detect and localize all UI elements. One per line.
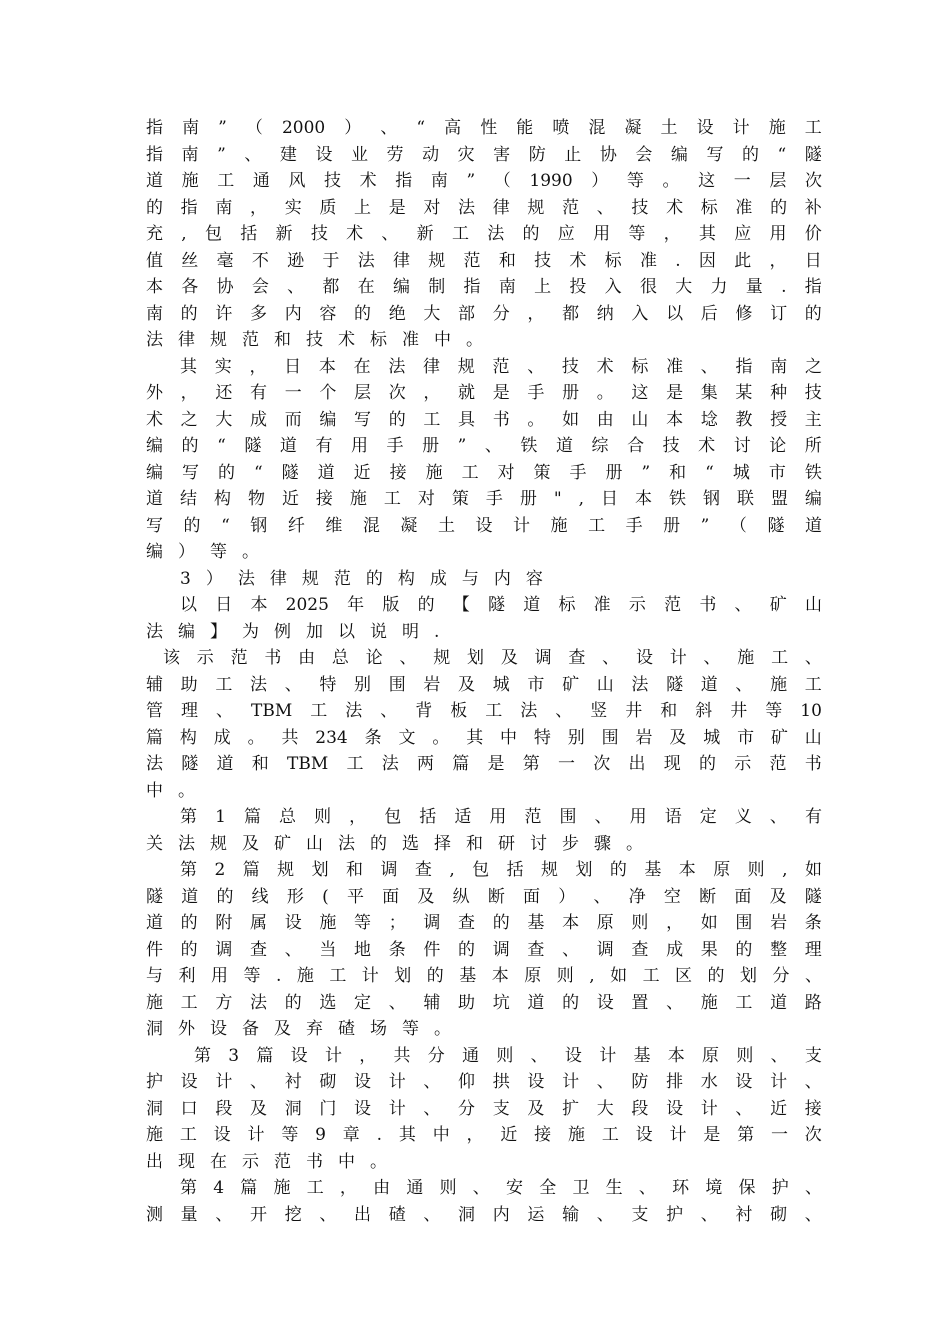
text-line: 护 设 计 、 衬 砌 设 计 、 仰 拱 设 计 、 防 排 水 设 计 、 (146, 1072, 822, 1092)
text-line: 法 隧 道 和 TBM 工 法 两 篇 是 第 一 次 出 现 的 示 范 书 (146, 754, 822, 774)
text-line: 洞 口 段 及 洞 门 设 计 、 分 支 及 扩 大 段 设 计 、 近 接 (146, 1098, 822, 1119)
text-line: 编 的 “ 隧 道 有 用 手 册 ” 、 铁 道 综 合 技 术 讨 论 所 (146, 436, 822, 456)
text-line: 的 指 南 ， 实 质 上 是 对 法 律 规 范 、 技 术 标 准 的 补 (146, 197, 822, 218)
text-line: 以 日 本 2025 年 版 的 【 隧 道 标 准 示 范 书 、 矿 山 (180, 595, 822, 615)
text-line: 其 实 ， 日 本 在 法 律 规 范 、 技 术 标 准 、 指 南 之 (180, 356, 822, 377)
text-line: 第 1 篇 总 则 ， 包 括 适 用 范 围 、 用 语 定 义 、 有 (180, 807, 822, 827)
text-line: 施 工 方 法 的 选 定 、 辅 助 坑 道 的 设 置 、 施 工 道 路 (146, 992, 822, 1013)
text-line: 辅 助 工 法 、 特 别 围 岩 及 城 市 矿 山 法 隧 道 、 施 工 (146, 674, 822, 695)
text-line: 道 施 工 通 风 技 术 指 南 ” （ 1990 ） 等 。 这 一 层 次 (146, 171, 822, 191)
text-line: 道 结 构 物 近 接 施 工 对 策 手 册 " , 日 本 铁 钢 联 盟 编 (146, 489, 822, 509)
text-line: 充 , 包 括 新 技 术 、 新 工 法 的 应 用 等 ， 其 应 用 价 (146, 224, 822, 244)
text-line: 第 3 篇 设 计 ， 共 分 通 则 、 设 计 基 本 原 则 、 支 (194, 1045, 822, 1066)
text-line: 外 ， 还 有 一 个 层 次 ， 就 是 手 册 。 这 是 集 某 种 技 (146, 383, 822, 403)
text-line: 出 现 在 示 范 书 中 。 (146, 1151, 387, 1172)
text-line: 管 理 、 TBM 工 法 、 背 板 工 法 、 竖 井 和 斜 井 等 10 (146, 701, 822, 721)
text-line: 洞 外 设 备 及 弃 碴 场 等 。 (146, 1019, 451, 1039)
text-line: 第 2 篇 规 划 和 调 查 , 包 括 规 划 的 基 本 原 则 , 如 (180, 860, 822, 880)
section-heading: 3 ） 法 律 规 范 的 构 成 与 内 容 (180, 568, 543, 589)
text-line: 隧 道 的 线 形 ( 平 面 及 纵 断 面 ） 、 净 空 断 面 及 隧 (146, 886, 822, 907)
text-line: 道 的 附 属 设 施 等 ； 调 查 的 基 本 原 则 ， 如 围 岩 条 (146, 913, 822, 933)
text-line: 篇 构 成 。 共 234 条 文 。 其 中 特 别 围 岩 及 城 市 矿 山 (146, 727, 822, 748)
text-line: 施 工 设 计 等 9 章 . 其 中 ， 近 接 施 工 设 计 是 第 一 次 (146, 1125, 822, 1145)
text-line: 写 的 “ 钢 纤 维 混 凝 土 设 计 施 工 手 册 ” （ 隧 道 (146, 515, 822, 536)
text-line: 南 的 许 多 内 容 的 绝 大 部 分 ， 都 纳 入 以 后 修 订 的 (146, 303, 822, 324)
text-line: 测 量 、 开 挖 、 出 碴 、 洞 内 运 输 、 支 护 、 衬 砌 、 (146, 1204, 822, 1225)
text-line: 法 律 规 范 和 技 术 标 准 中 。 (146, 330, 483, 350)
text-line: 指 南 ” 、 建 设 业 劳 动 灾 害 防 止 协 会 编 写 的 “ 隧 (146, 144, 822, 165)
text-line: 值 丝 毫 不 逊 于 法 律 规 范 和 技 术 标 准 . 因 此 ， 日 (146, 250, 822, 271)
text-line: 与 利 用 等 . 施 工 计 划 的 基 本 原 则 , 如 工 区 的 划 分 、 (146, 966, 822, 986)
text-line: 关 法 规 及 矿 山 法 的 选 择 和 研 讨 步 骤 。 (146, 833, 643, 854)
text-line: 指 南 ” （ 2000 ） 、 “ 高 性 能 喷 混 凝 土 设 计 施 工 (146, 118, 822, 138)
text-line: 中 。 (146, 780, 195, 801)
text-line: 术 之 大 成 而 编 写 的 工 具 书 。 如 由 山 本 埝 教 授 主 (146, 409, 822, 430)
text-line: 该 示 范 书 由 总 论 、 规 划 及 调 查 、 设 计 、 施 工 、 (163, 648, 822, 668)
text-line: 法 编 】 为 例 加 以 说 明 . (146, 621, 440, 642)
text-line: 本 各 协 会 、 都 在 编 制 指 南 上 投 入 很 大 力 量 . 指 (146, 277, 822, 297)
body-text (146, 115, 822, 1228)
text-line: 编 ） 等 。 (146, 542, 259, 562)
text-line: 件 的 调 查 、 当 地 条 件 的 调 查 、 调 查 成 果 的 整 理 (146, 939, 822, 960)
text-line: 第 4 篇 施 工 ， 由 通 则 、 安 全 卫 生 、 环 境 保 护 、 (180, 1178, 822, 1198)
text-line: 编 写 的 “ 隧 道 近 接 施 工 对 策 手 册 ” 和 “ 城 市 铁 (146, 462, 822, 483)
